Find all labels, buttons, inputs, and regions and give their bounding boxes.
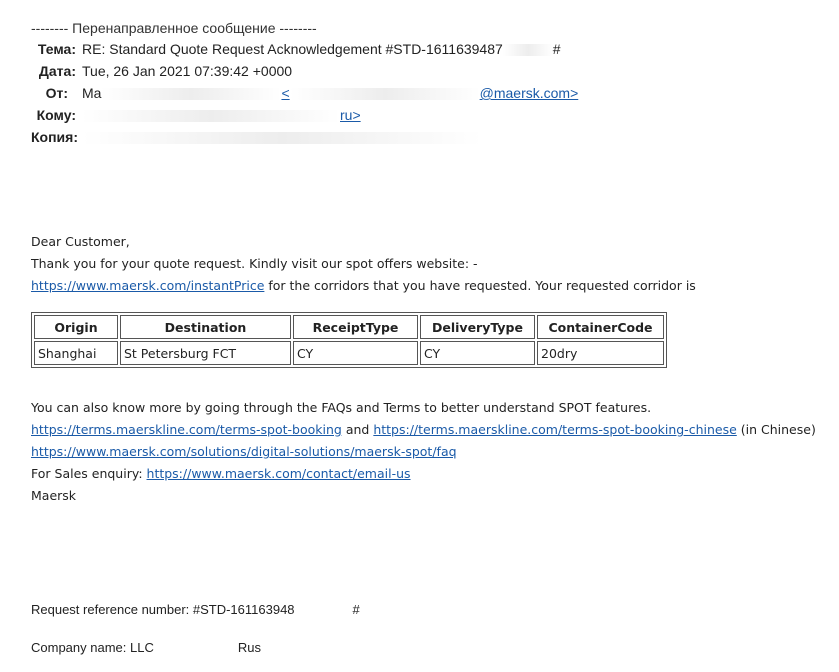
- header-origin: Origin: [34, 315, 118, 339]
- reference-suffix: #: [352, 602, 360, 617]
- from-name: Ma: [82, 85, 102, 101]
- table-row: [34, 341, 664, 365]
- cell-receipt-type: CY: [293, 341, 418, 365]
- cell-destination: St Petersburg FCT: [120, 341, 291, 365]
- header-receipt-type: ReceiptType: [293, 315, 418, 339]
- company-label: Company name: LLC: [31, 640, 154, 655]
- to-row: [0, 104, 839, 126]
- redacted-area: [154, 643, 238, 655]
- and-text: and: [341, 422, 374, 437]
- cc-label: Копия:: [31, 129, 78, 145]
- redacted-area: [82, 110, 340, 122]
- faq-line: [31, 441, 457, 463]
- from-email-start[interactable]: <: [281, 85, 290, 101]
- redacted-area: [101, 88, 281, 100]
- forward-header: -------- Перенаправленное сообщение --------: [31, 20, 317, 36]
- faq-intro: You can also know more by going through the FAQs and Terms to better understand SPOT features.: [31, 400, 652, 415]
- sales-label: For Sales enquiry:: [31, 466, 147, 481]
- terms-link[interactable]: https://terms.maerskline.com/terms-spot-booking: [31, 422, 342, 437]
- header-delivery-type: DeliveryType: [420, 315, 535, 339]
- redacted-area: [295, 605, 353, 617]
- from-row: [0, 82, 839, 104]
- subject-text: RE: Standard Quote Request Acknowledgement #STD-16116394​87: [82, 41, 503, 57]
- to-email-link[interactable]: ru>: [340, 107, 361, 123]
- company-line: [31, 640, 261, 655]
- reference-line: [31, 602, 360, 617]
- subject-suffix: #: [552, 41, 561, 57]
- cc-row: [0, 126, 839, 148]
- reference-text: Request reference number: #STD-16116394​8: [31, 602, 295, 617]
- date-label: Дата:: [38, 63, 76, 79]
- terms-line: [31, 419, 816, 441]
- subject-label: Тема:: [37, 41, 76, 57]
- header-destination: Destination: [120, 315, 291, 339]
- email-headers: [0, 38, 839, 150]
- table-header-row: [34, 315, 664, 339]
- thanks-text: Thank you for your quote request. Kindly visit our spot offers website: -: [31, 256, 478, 271]
- cc-value: [82, 126, 482, 148]
- faq-link[interactable]: https://www.maersk.com/solutions/digital-solutions/maersk-spot/faq: [31, 444, 457, 459]
- redacted-area: [82, 132, 482, 144]
- redacted-area: [503, 44, 553, 56]
- redacted-area: [290, 88, 480, 100]
- subject-row: [0, 38, 839, 60]
- company-suffix: Rus: [237, 640, 261, 655]
- terms-chinese-link[interactable]: https://terms.maerskline.com/terms-spot-booking-chinese: [373, 422, 737, 437]
- to-label: Кому:: [36, 107, 76, 123]
- corridor-line: [31, 275, 696, 297]
- signature: Maersk: [31, 488, 77, 503]
- sales-line: [31, 463, 411, 485]
- cell-container-code: 20dry: [537, 341, 664, 365]
- to-value: [82, 104, 361, 126]
- from-label: От:: [45, 85, 68, 101]
- cell-origin: Shanghai: [34, 341, 118, 365]
- date-value: Tue, 26 Jan 2021 07:39:42 +0000: [82, 63, 293, 79]
- in-chinese-text: (in Chinese): [736, 422, 816, 437]
- corridor-text: for the corridors that you have requested. Your requested corridor is: [264, 278, 696, 293]
- from-email-link[interactable]: @maersk.com>: [479, 85, 579, 101]
- subject-value: [82, 38, 561, 60]
- greeting: Dear Customer,: [31, 234, 130, 249]
- quote-table: [31, 312, 667, 368]
- from-value: [82, 82, 578, 104]
- cell-delivery-type: CY: [420, 341, 535, 365]
- sales-link[interactable]: https://www.maersk.com/contact/email-us: [146, 466, 411, 481]
- instant-price-link[interactable]: https://www.maersk.com/instantPrice: [31, 278, 265, 293]
- header-container-code: ContainerCode: [537, 315, 664, 339]
- date-row: [0, 60, 839, 82]
